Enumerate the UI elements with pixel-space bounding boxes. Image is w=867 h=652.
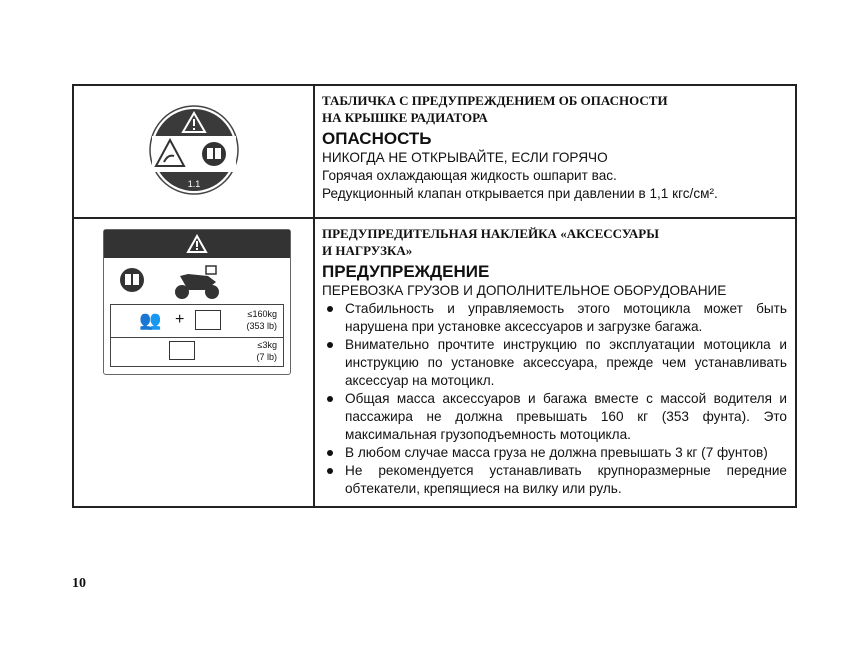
label-title: НА КРЫШКЕ РАДИАТОРА bbox=[322, 110, 488, 125]
manual-book-icon bbox=[202, 142, 226, 166]
manual-book-icon bbox=[120, 268, 144, 292]
max-case-lb: (7 lb) bbox=[256, 352, 277, 362]
luggage-icon bbox=[169, 341, 195, 360]
plus-icon: + bbox=[175, 311, 185, 328]
list-item: Внимательно прочтите инструкцию по эксплуатации мотоцикла и инструкцию по установке аксессуара, прежде чем устанавливать аксессуар на мотоцикл. bbox=[322, 336, 787, 390]
table-row bbox=[73, 85, 796, 218]
warning-list bbox=[322, 300, 787, 498]
list-item: Общая масса аксессуаров и багажа вместе с массой водителя и пассажира не должна превышать 160 кг (353 фунта). Это максимальная грузоподъемность мотоцикла. bbox=[322, 390, 787, 444]
list-item: Не рекомендуется устанавливать крупноразмерные передние обтекатели, крепящиеся на вилку или руль. bbox=[322, 462, 787, 498]
pressure-value: 1.1 bbox=[187, 179, 201, 189]
warning-triangle-icon bbox=[104, 230, 290, 258]
radiator-label-cell bbox=[73, 85, 314, 218]
danger-heading: ОПАСНОСТЬ bbox=[322, 129, 432, 148]
accessories-warning-label bbox=[103, 229, 291, 375]
text-line: Редукционный клапан открывается при давлении в 1,1 кгс/см². bbox=[322, 186, 718, 201]
radiator-label-text bbox=[314, 85, 796, 218]
label-title: ТАБЛИЧКА С ПРЕДУПРЕЖДЕНИЕМ ОБ ОПАСНОСТИ bbox=[322, 93, 668, 108]
max-case-load: ≤3kg bbox=[257, 340, 277, 350]
max-case-row bbox=[110, 336, 284, 367]
luggage-icon bbox=[195, 310, 221, 330]
subheading: ПЕРЕВОЗКА ГРУЗОВ И ДОПОЛНИТЕЛЬНОЕ ОБОРУДОВАНИЕ bbox=[322, 283, 727, 298]
accessories-label-text bbox=[314, 218, 796, 507]
page-number: 10 bbox=[72, 576, 86, 591]
list-item: Стабильность и управляемость этого мотоцикла может быть нарушена при установке аксессуаров и загрузке багажа. bbox=[322, 300, 787, 336]
text-line: НИКОГДА НЕ ОТКРЫВАЙТЕ, ЕСЛИ ГОРЯЧО bbox=[322, 150, 608, 165]
max-load-lb: (353 lb) bbox=[246, 321, 277, 331]
table-row bbox=[73, 218, 796, 507]
list-item: В любом случае масса груза не должна превышать 3 кг (7 фунтов) bbox=[322, 444, 787, 462]
warning-heading: ПРЕДУПРЕЖДЕНИЕ bbox=[322, 262, 490, 281]
label-title: И НАГРУЗКА» bbox=[322, 243, 413, 258]
radiator-warning-label bbox=[74, 86, 313, 212]
max-load: ≤160kg bbox=[247, 309, 277, 319]
accessories-label-cell bbox=[73, 218, 314, 507]
text-line: Горячая охлаждающая жидкость ошпарит вас. bbox=[322, 168, 617, 183]
label-title: ПРЕДУПРЕДИТЕЛЬНАЯ НАКЛЕЙКА «АКСЕССУАРЫ bbox=[322, 226, 660, 241]
motorcycle-icon bbox=[175, 266, 219, 299]
max-load-row bbox=[110, 304, 284, 338]
riders-icon: 👥 bbox=[139, 310, 162, 330]
labels-table bbox=[72, 84, 797, 508]
